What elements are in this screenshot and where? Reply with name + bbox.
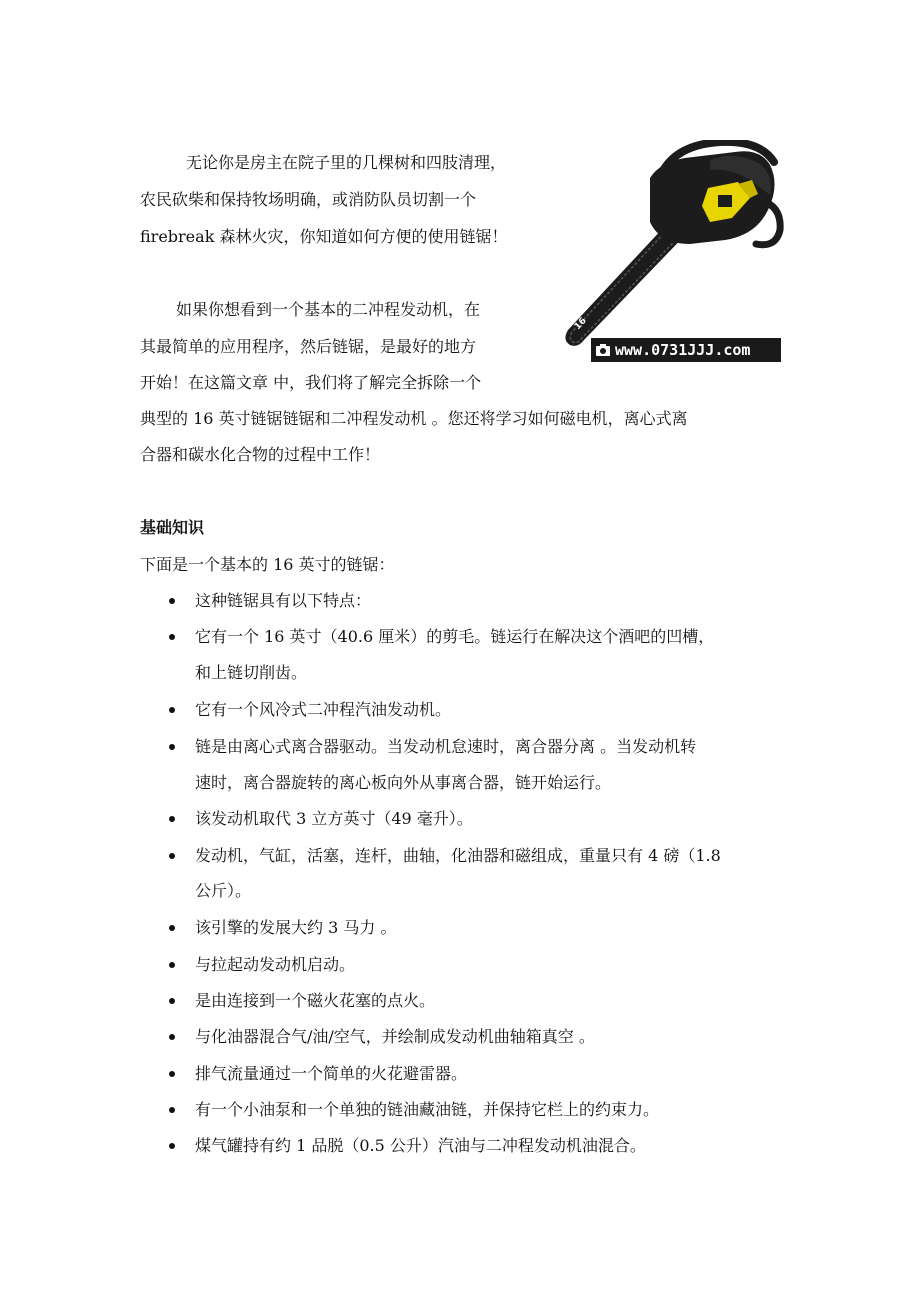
para2-line-2: 其最简单的应用程序，然后链锯，是最好的地方 bbox=[140, 337, 477, 356]
para2-line-1: 如果你想看到一个基本的二冲程发动机，在 bbox=[176, 300, 481, 319]
list-item: 与拉起动发动机启动。 bbox=[195, 955, 356, 974]
bullet-dot bbox=[169, 962, 175, 968]
list-item: 煤气罐持有约 1 品脱（0.5 公升）汽油与二冲程发动机油混合。 bbox=[195, 1136, 646, 1155]
list-item-continuation: 和上链切削齿。 bbox=[195, 663, 308, 682]
bullet-dot bbox=[169, 1143, 175, 1149]
list-item: 链是由离心式离合器驱动。当发动机怠速时，离合器分离 。当发动机转 bbox=[195, 737, 697, 756]
para2-line-3: 开始！在这篇文章 中，我们将了解完全拆除一个 bbox=[140, 373, 482, 392]
camera-icon bbox=[595, 343, 611, 357]
bullet-dot bbox=[169, 598, 175, 604]
bullet-dot bbox=[169, 1107, 175, 1113]
list-item: 是由连接到一个磁火花塞的点火。 bbox=[195, 991, 436, 1010]
bullet-dot bbox=[169, 707, 175, 713]
list-item-continuation: 速时，离合器旋转的离心板向外从事离合器，链开始运行。 bbox=[195, 773, 612, 792]
para2-line-4: 典型的 16 英寸链锯链锯和二冲程发动机 。您还将学习如何磁电机，离心式离 bbox=[140, 409, 688, 428]
bullet-dot bbox=[169, 853, 175, 859]
para2-line-5: 合器和碳水化合物的过程中工作！ bbox=[140, 445, 381, 464]
list-item: 与化油器混合气/油/空气，并绘制成发动机曲轴箱真空 。 bbox=[195, 1027, 595, 1046]
bullet-dot bbox=[169, 1034, 175, 1040]
watermark-text: www.0731JJJ.com bbox=[615, 341, 751, 359]
list-item: 这种链锯具有以下特点： bbox=[195, 591, 372, 610]
list-item: 排气流量通过一个简单的火花避雷器。 bbox=[195, 1064, 468, 1083]
bullet-dot bbox=[169, 925, 175, 931]
list-item: 该引擎的发展大约 3 马力 。 bbox=[195, 918, 397, 937]
engine-body bbox=[650, 142, 780, 245]
intro-line-2: 农民砍柴和保持牧场明确，或消防队员切割一个 bbox=[140, 190, 477, 209]
list-item: 发动机，气缸，活塞，连杆，曲轴，化油器和磁组成，重量只有 4 磅（1.8 bbox=[195, 846, 721, 865]
watermark bbox=[591, 338, 781, 362]
bullet-dot bbox=[169, 634, 175, 640]
bullet-dot bbox=[169, 1071, 175, 1077]
section-heading: 基础知识 bbox=[140, 518, 205, 537]
bullet-dot bbox=[169, 998, 175, 1004]
list-item: 它有一个风冷式二冲程汽油发动机。 bbox=[195, 700, 452, 719]
bullet-dot bbox=[169, 816, 175, 822]
chainsaw-image bbox=[560, 140, 785, 365]
list-item-continuation: 公斤）。 bbox=[195, 881, 252, 900]
list-item: 该发动机取代 3 立方英寸（49 毫升）。 bbox=[195, 809, 473, 828]
section-intro: 下面是一个基本的 16 英寸的链锯： bbox=[140, 555, 395, 574]
intro-line-3: firebreak 森林火灾，你知道如何方便的使用链锯！ bbox=[140, 227, 508, 246]
intro-line-1: 无论你是房主在院子里的几棵树和四肢清理， bbox=[186, 153, 507, 172]
list-item: 它有一个 16 英寸（40.6 厘米）的剪毛。链运行在解决这个酒吧的凹槽， bbox=[195, 627, 715, 646]
bullet-dot bbox=[169, 744, 175, 750]
bar-label: 16 bbox=[572, 316, 589, 333]
list-item: 有一个小油泵和一个单独的链油藏油链，并保持它栏上的约束力。 bbox=[195, 1100, 660, 1119]
